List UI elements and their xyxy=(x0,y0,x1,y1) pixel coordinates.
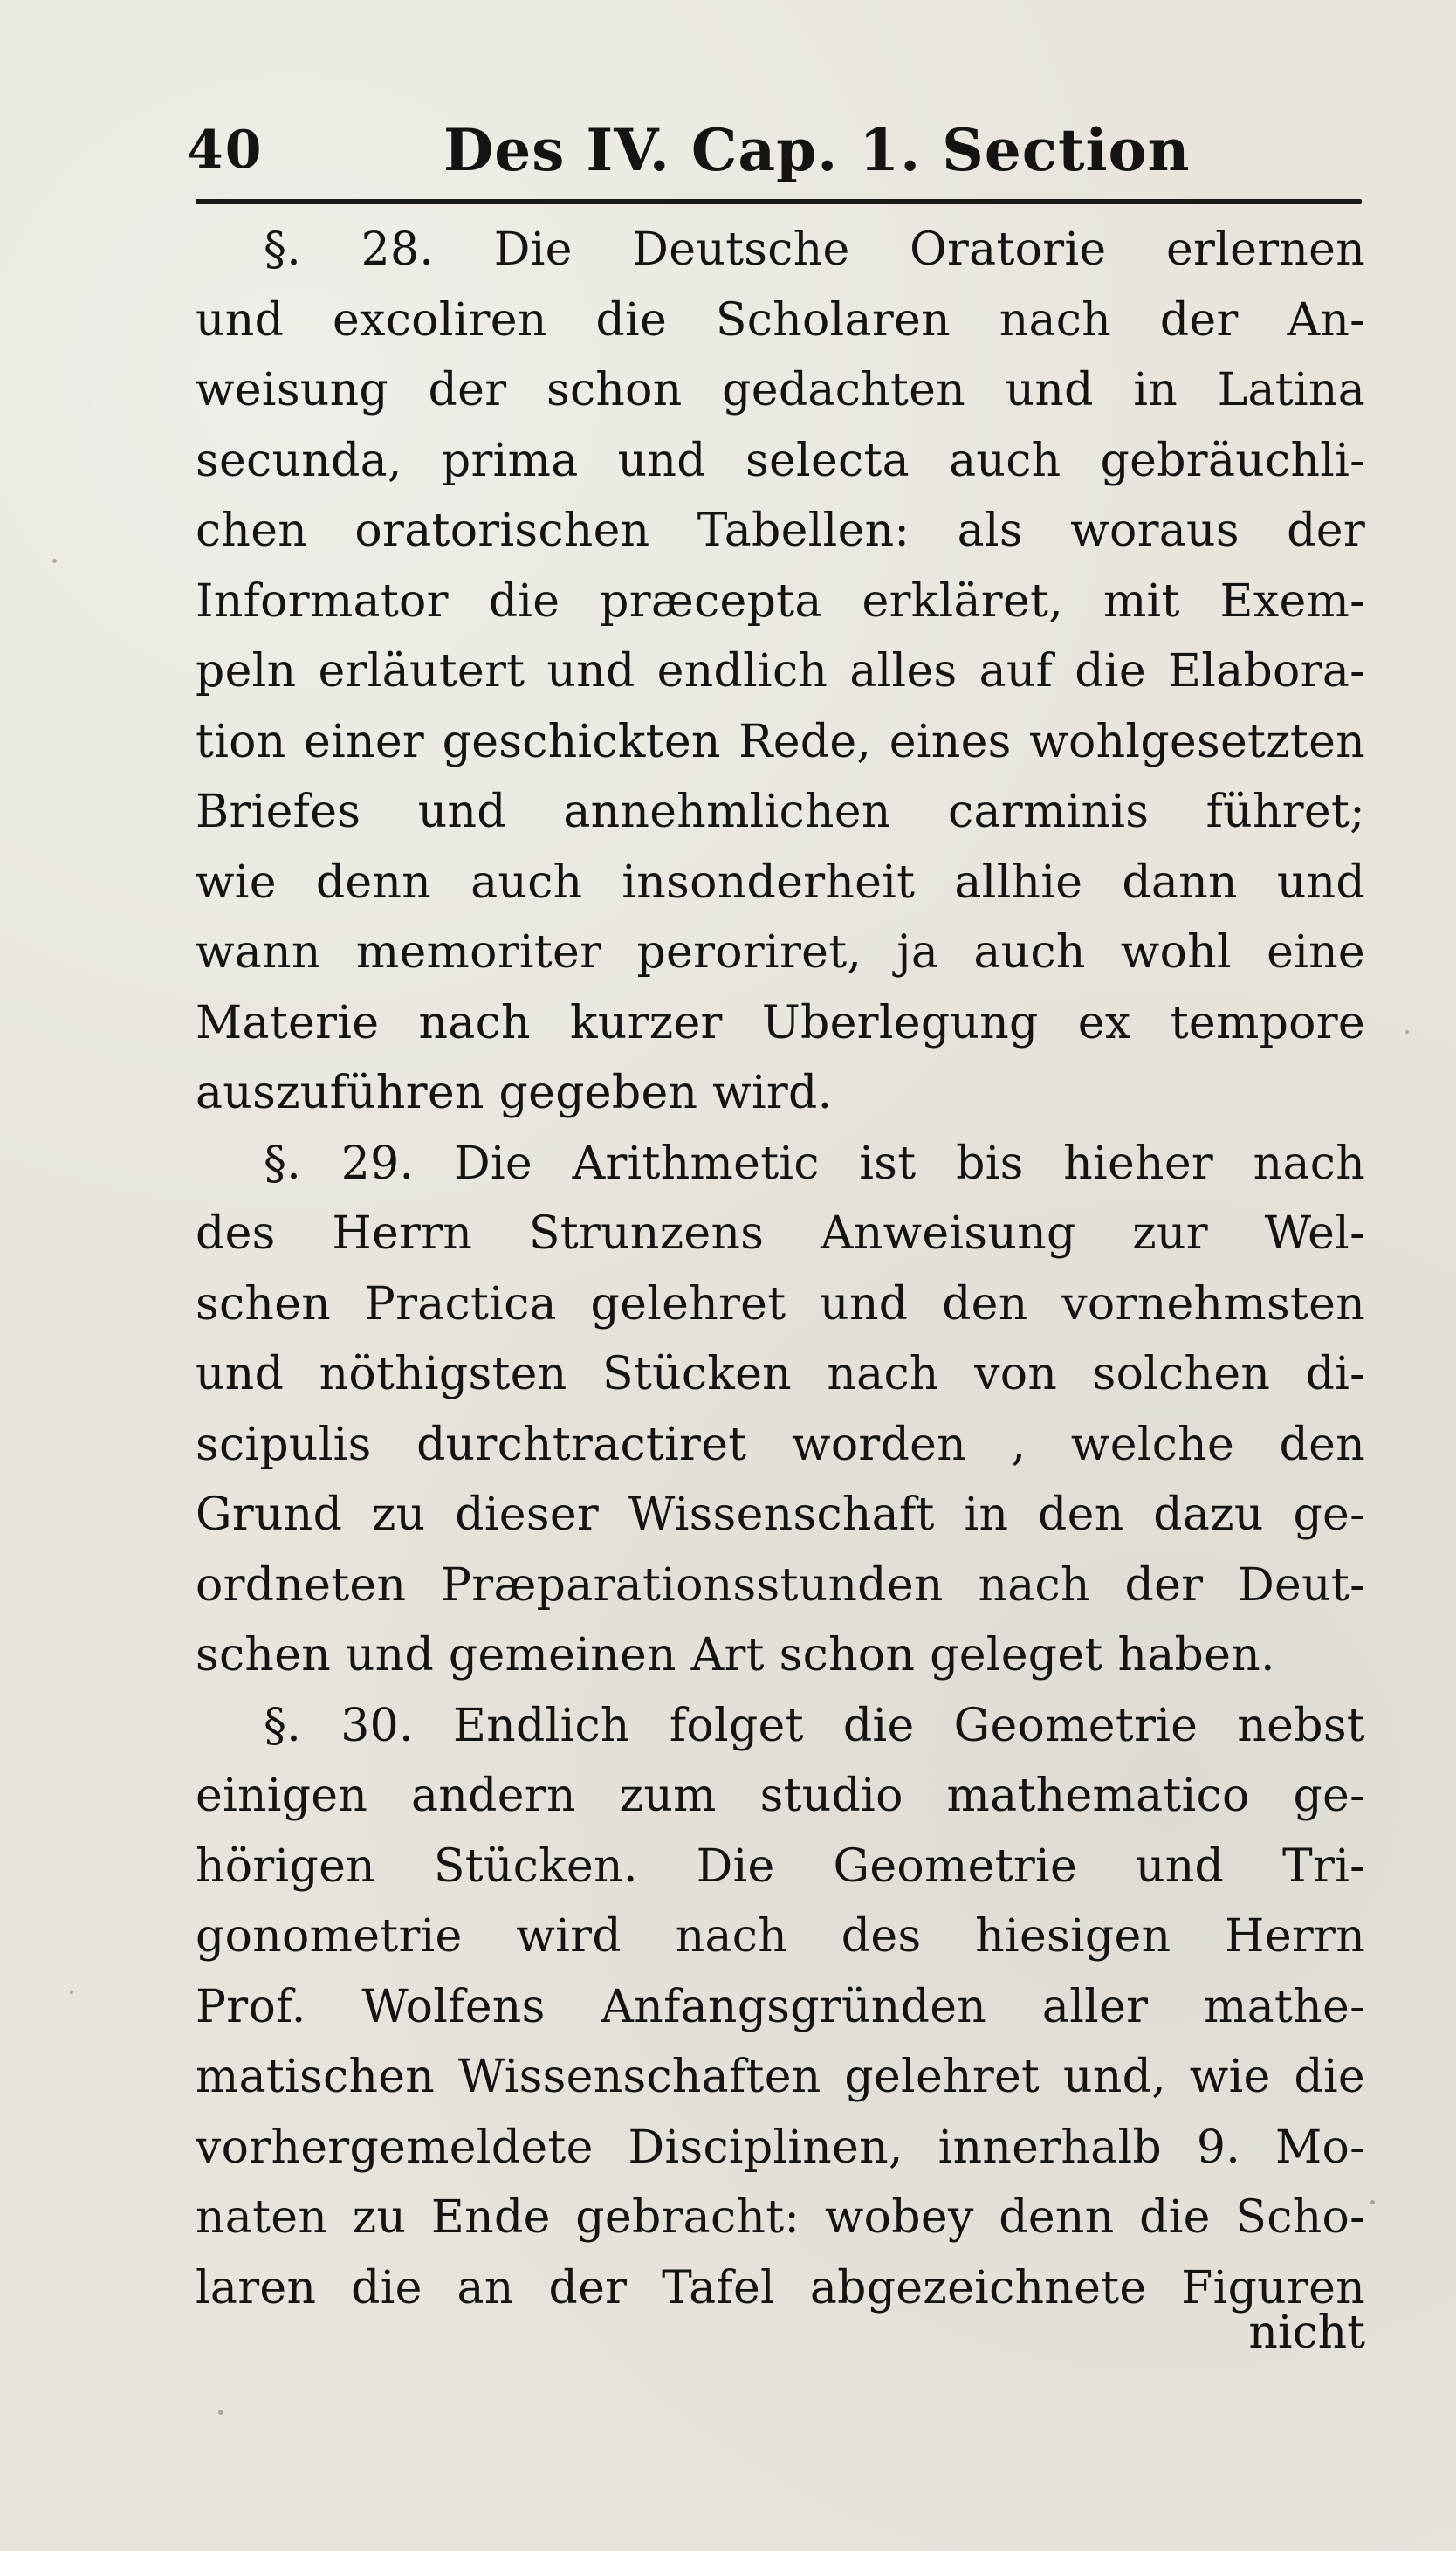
text-line: Grund zu dieser Wissenschaft in den dazu ge- xyxy=(196,1489,1365,1541)
paper-speck xyxy=(52,559,57,563)
text-line: wie denn auch insonderheit allhie dann und xyxy=(196,856,1365,909)
text-line: gonometrie wird nach des hiesigen Herrn xyxy=(196,1910,1365,1963)
header-rule xyxy=(196,199,1362,204)
text-line: schen Practica gelehret und den vornehmsten xyxy=(196,1277,1365,1331)
body-text xyxy=(196,215,1365,2362)
text-line: Briefes und annehmlichen carminis führet; xyxy=(196,786,1365,838)
text-line: Informator die præcepta erkläret, mit Exem- xyxy=(196,574,1365,628)
text-line: Materie nach kurzer Uberlegung ex tempore xyxy=(196,996,1365,1049)
text-line: peln erläutert und endlich alles auf die Elabora- xyxy=(196,645,1365,698)
text-line: matischen Wissenschaften gelehret und, wie die xyxy=(196,2051,1365,2103)
text-line: einigen andern zum studio mathematico ge- xyxy=(196,1770,1365,1822)
text-line: weisung der schon gedachten und in Latina xyxy=(196,364,1365,416)
text-line: Prof. Wolfens Anfangsgründen aller mathe- xyxy=(196,1980,1365,2033)
text-line: naten zu Ende gebracht: wobey denn die Scho- xyxy=(196,2191,1365,2244)
running-head: Des IV. Cap. 1. Section xyxy=(443,116,1191,184)
text-line: tion einer geschickten Rede, eines wohlgesetzten xyxy=(196,715,1365,768)
text-line: hörigen Stücken. Die Geometrie und Tri- xyxy=(196,1839,1365,1893)
paper-speck xyxy=(70,1991,73,1994)
text-line: und excoliren die Scholaren nach der An- xyxy=(196,293,1365,347)
text-line: scipulis durchtractiret worden , welche den xyxy=(196,1418,1365,1471)
text-line: vorhergemeldete Disciplinen, innerhalb 9. Mo- xyxy=(196,2121,1365,2174)
text-line: auszuführen gegeben wird. xyxy=(196,1067,833,1119)
page-header xyxy=(187,115,1365,194)
text-line: des Herrn Strunzens Anweisung zur Wel- xyxy=(196,1207,1365,1260)
text-line: ordneten Præparationsstunden nach der Deut- xyxy=(196,1558,1365,1612)
text-line: schen und gemeinen Art schon geleget haben. xyxy=(196,1629,1275,1681)
text-line: §. 29. Die Arithmetic ist bis hieher nach xyxy=(264,1137,1365,1190)
page-number: 40 xyxy=(187,120,264,181)
catchword: nicht xyxy=(1248,2307,1365,2359)
paper-speck xyxy=(218,2410,223,2415)
paper-speck xyxy=(1370,2200,1375,2204)
text-line: §. 28. Die Deutsche Oratorie erlernen xyxy=(264,223,1365,276)
text-line: wann memoriter peroriret, ja auch wohl eine xyxy=(196,926,1365,979)
paper-speck xyxy=(1405,1030,1409,1034)
text-line: chen oratorischen Tabellen: als woraus der xyxy=(196,505,1365,557)
text-line: und nöthigsten Stücken nach von solchen di- xyxy=(196,1348,1365,1400)
text-line: secunda, prima und selecta auch gebräuchli- xyxy=(196,434,1365,487)
text-line: laren die an der Tafel abgezeichnete Figuren xyxy=(196,2261,1365,2314)
text-line: §. 30. Endlich folget die Geometrie nebst xyxy=(264,1699,1365,1752)
